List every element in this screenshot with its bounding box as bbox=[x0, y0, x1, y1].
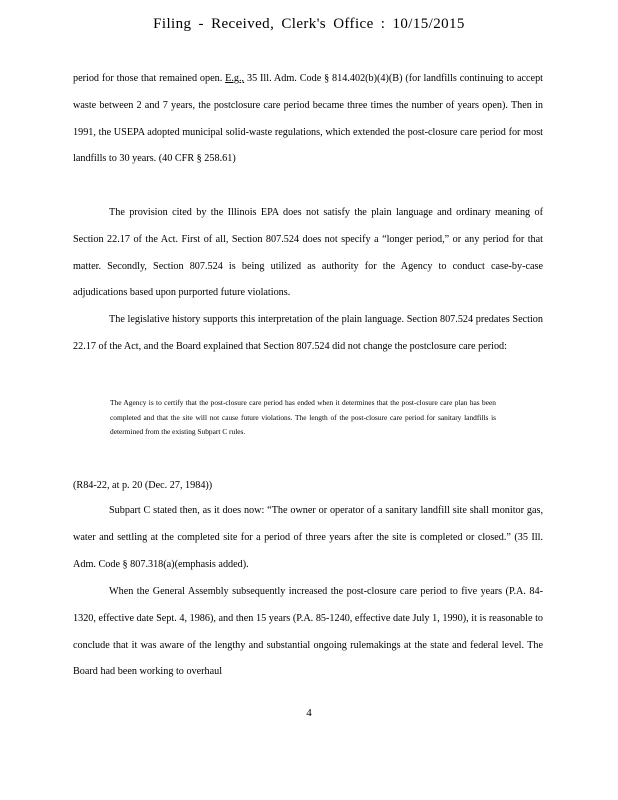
paragraph-1 bbox=[73, 66, 543, 173]
paragraph-1-lead: period for those that remained open. bbox=[73, 73, 226, 84]
paragraph-2: The provision cited by the Illinois EPA does not satisfy the plain language and ordinary meaning of Section 22.17 of the Act. First of all, Section 807.524 does not specify a “longer period,” or any period for that matter. Secondly, Section 807.524 is being utilized as authority for the Agency to conduct case-by-case adjudications based upon purported future violations. bbox=[73, 207, 543, 299]
page-number: 4 bbox=[306, 707, 312, 719]
block-quote: The Agency is to certify that the post-closure care period has ended when it determines that the post-closure care plan has been completed and that the site will not cause future violations. The length of the post-closure care period for sanitary landfills is determined from the existing Subpart C rules. bbox=[110, 398, 496, 437]
paragraph-3: The legislative history supports this interpretation of the plain language. Section 807.524 predates Section 22.17 of the Act, and the Board explained that Section 807.524 did not change the postclosure care period: bbox=[73, 314, 543, 352]
eg-abbreviation: E.g., bbox=[225, 73, 245, 84]
paragraph-1-rest: 35 Ill. Adm. Code § 814.402(b)(4)(B) (for landfills continuing to accept waste between 2 and 7 years, the postclosure care period became three times the number of years open). Then in 1991, the USEPA adopted municipal solid-waste regulations, which extended the post-closure care period for most landfills to 30 years. (40 CFR § 258.61) bbox=[73, 73, 543, 165]
filing-stamp-header: Filing - Received, Clerk's Office : 10/15/2015 bbox=[153, 16, 465, 32]
paragraph-5: When the General Assembly subsequently increased the post-closure care period to five years (P.A. 84-1320, effective date Sept. 4, 1986), and then 15 years (P.A. 85-1240, effective date July 1, 1990), it is reasonable to conclude that it was aware of the lengthy and substantial ongoing rulemakings at the state and federal level. The Board had been working to overhaul bbox=[73, 586, 543, 678]
paragraph-4: Subpart C stated then, as it does now: “The owner or operator of a sanitary landfill site shall monitor gas, water and settling at the completed site for a period of three years after the site is completed or closed.” (35 Ill. Adm. Code § 807.318(a)(emphasis added). bbox=[73, 505, 543, 570]
quote-citation: (R84-22, at p. 20 (Dec. 27, 1984)) bbox=[73, 480, 213, 491]
